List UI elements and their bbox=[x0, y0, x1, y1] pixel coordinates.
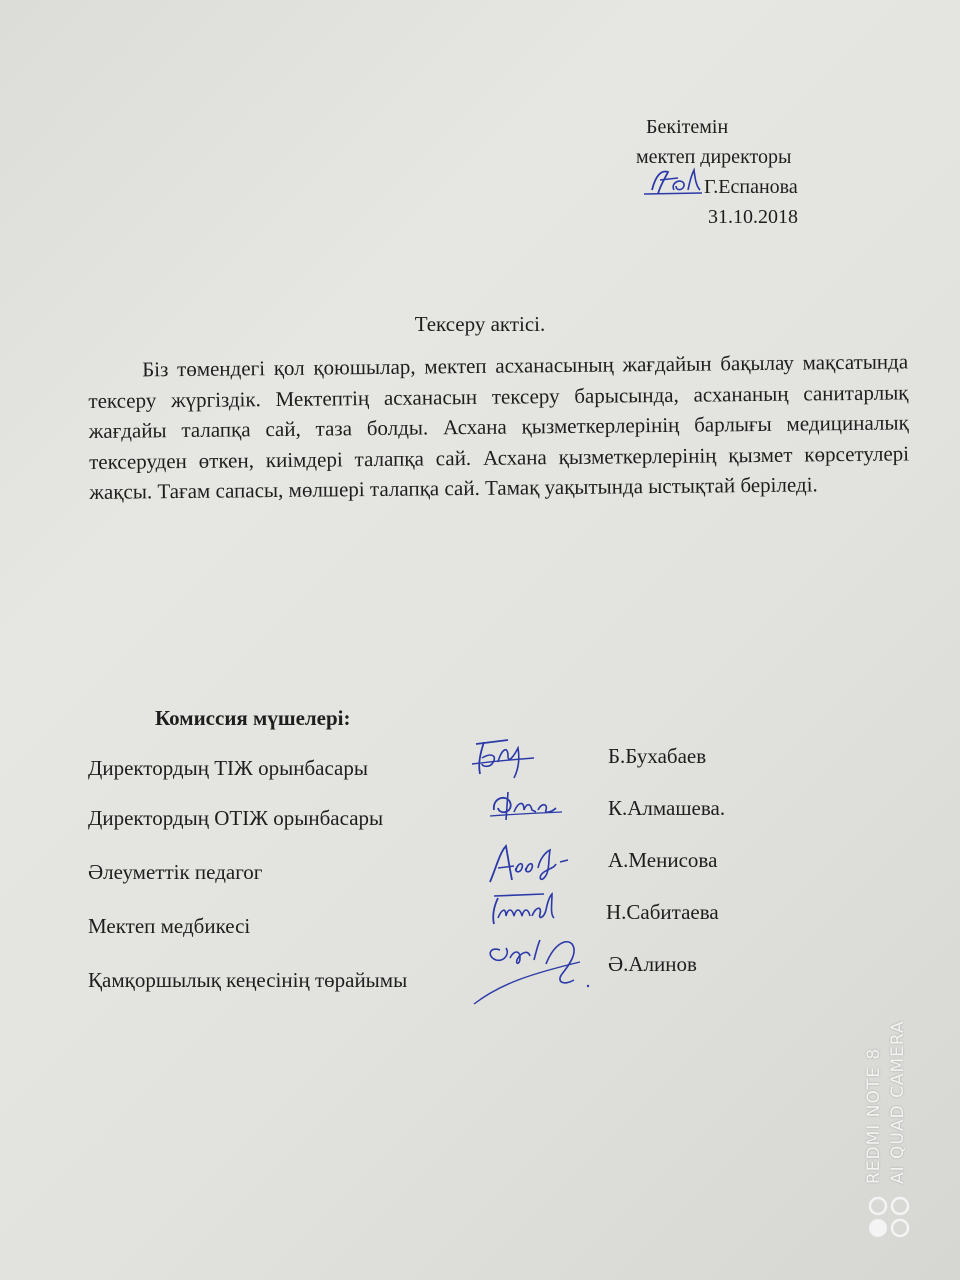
signature-sabitaeva-icon bbox=[484, 886, 568, 932]
signature-bukhabaev-icon bbox=[468, 734, 538, 780]
member-name: К.Алмашева. bbox=[608, 796, 726, 820]
member-role: Директордың ТІЖ орынбасары bbox=[88, 756, 368, 780]
body-paragraph: Біз төмендегі қол қоюшылар, мектеп асханасының жағдайын бақылау мақсатында тексеру жүргіздік. Мектептің асханасын тексеру барысында, асхананың санитарлық жағдайы талапқа сай, таза болды. Асхана қызметкерлерінің барлығы медициналық тексеруден өткен, киімдері талапқа сай. Асхана қызметкерлерінің қызмет көрсетулері жақсы. Тағам сапасы, мөлшері талапқа сай. Тамақ уақытында ыстықтай беріледі. bbox=[88, 349, 910, 504]
member-role: Қамқоршылық кеңесінің төрайымы bbox=[88, 968, 408, 992]
document-title: Тексеру актісі. bbox=[414, 312, 546, 336]
member-name: Б.Бухабаев bbox=[608, 744, 707, 768]
camera-lens-icon bbox=[864, 1192, 914, 1242]
member-name: Ә.Алинов bbox=[608, 952, 697, 976]
director-name: Г.Еспанова bbox=[704, 176, 798, 198]
member-role: Әлеуметтік педагог bbox=[88, 860, 263, 884]
approval-block bbox=[620, 112, 850, 232]
camera-model: REDMI NOTE 8 bbox=[864, 1047, 884, 1184]
member-name: Н.Сабитаева bbox=[606, 900, 719, 924]
member-role: Мектеп медбикесі bbox=[88, 914, 251, 938]
signature-alinov-icon bbox=[470, 934, 600, 1010]
director-signature-icon bbox=[638, 164, 718, 204]
approval-word: Бекітемін bbox=[646, 116, 729, 138]
camera-watermark bbox=[862, 996, 922, 1246]
signature-menisova-icon bbox=[484, 838, 576, 888]
commission-title: Комиссия мүшелері: bbox=[155, 706, 351, 730]
camera-type: AI QUAD CAMERA bbox=[888, 1020, 908, 1184]
approval-date: 31.10.2018 bbox=[708, 206, 798, 228]
member-name: А.Менисова bbox=[608, 848, 718, 872]
signature-almasheva-icon bbox=[486, 786, 566, 828]
document-body bbox=[88, 346, 910, 507]
approval-position: мектеп директоры bbox=[636, 146, 792, 168]
member-role: Директордың ОТІЖ орынбасары bbox=[88, 806, 384, 830]
